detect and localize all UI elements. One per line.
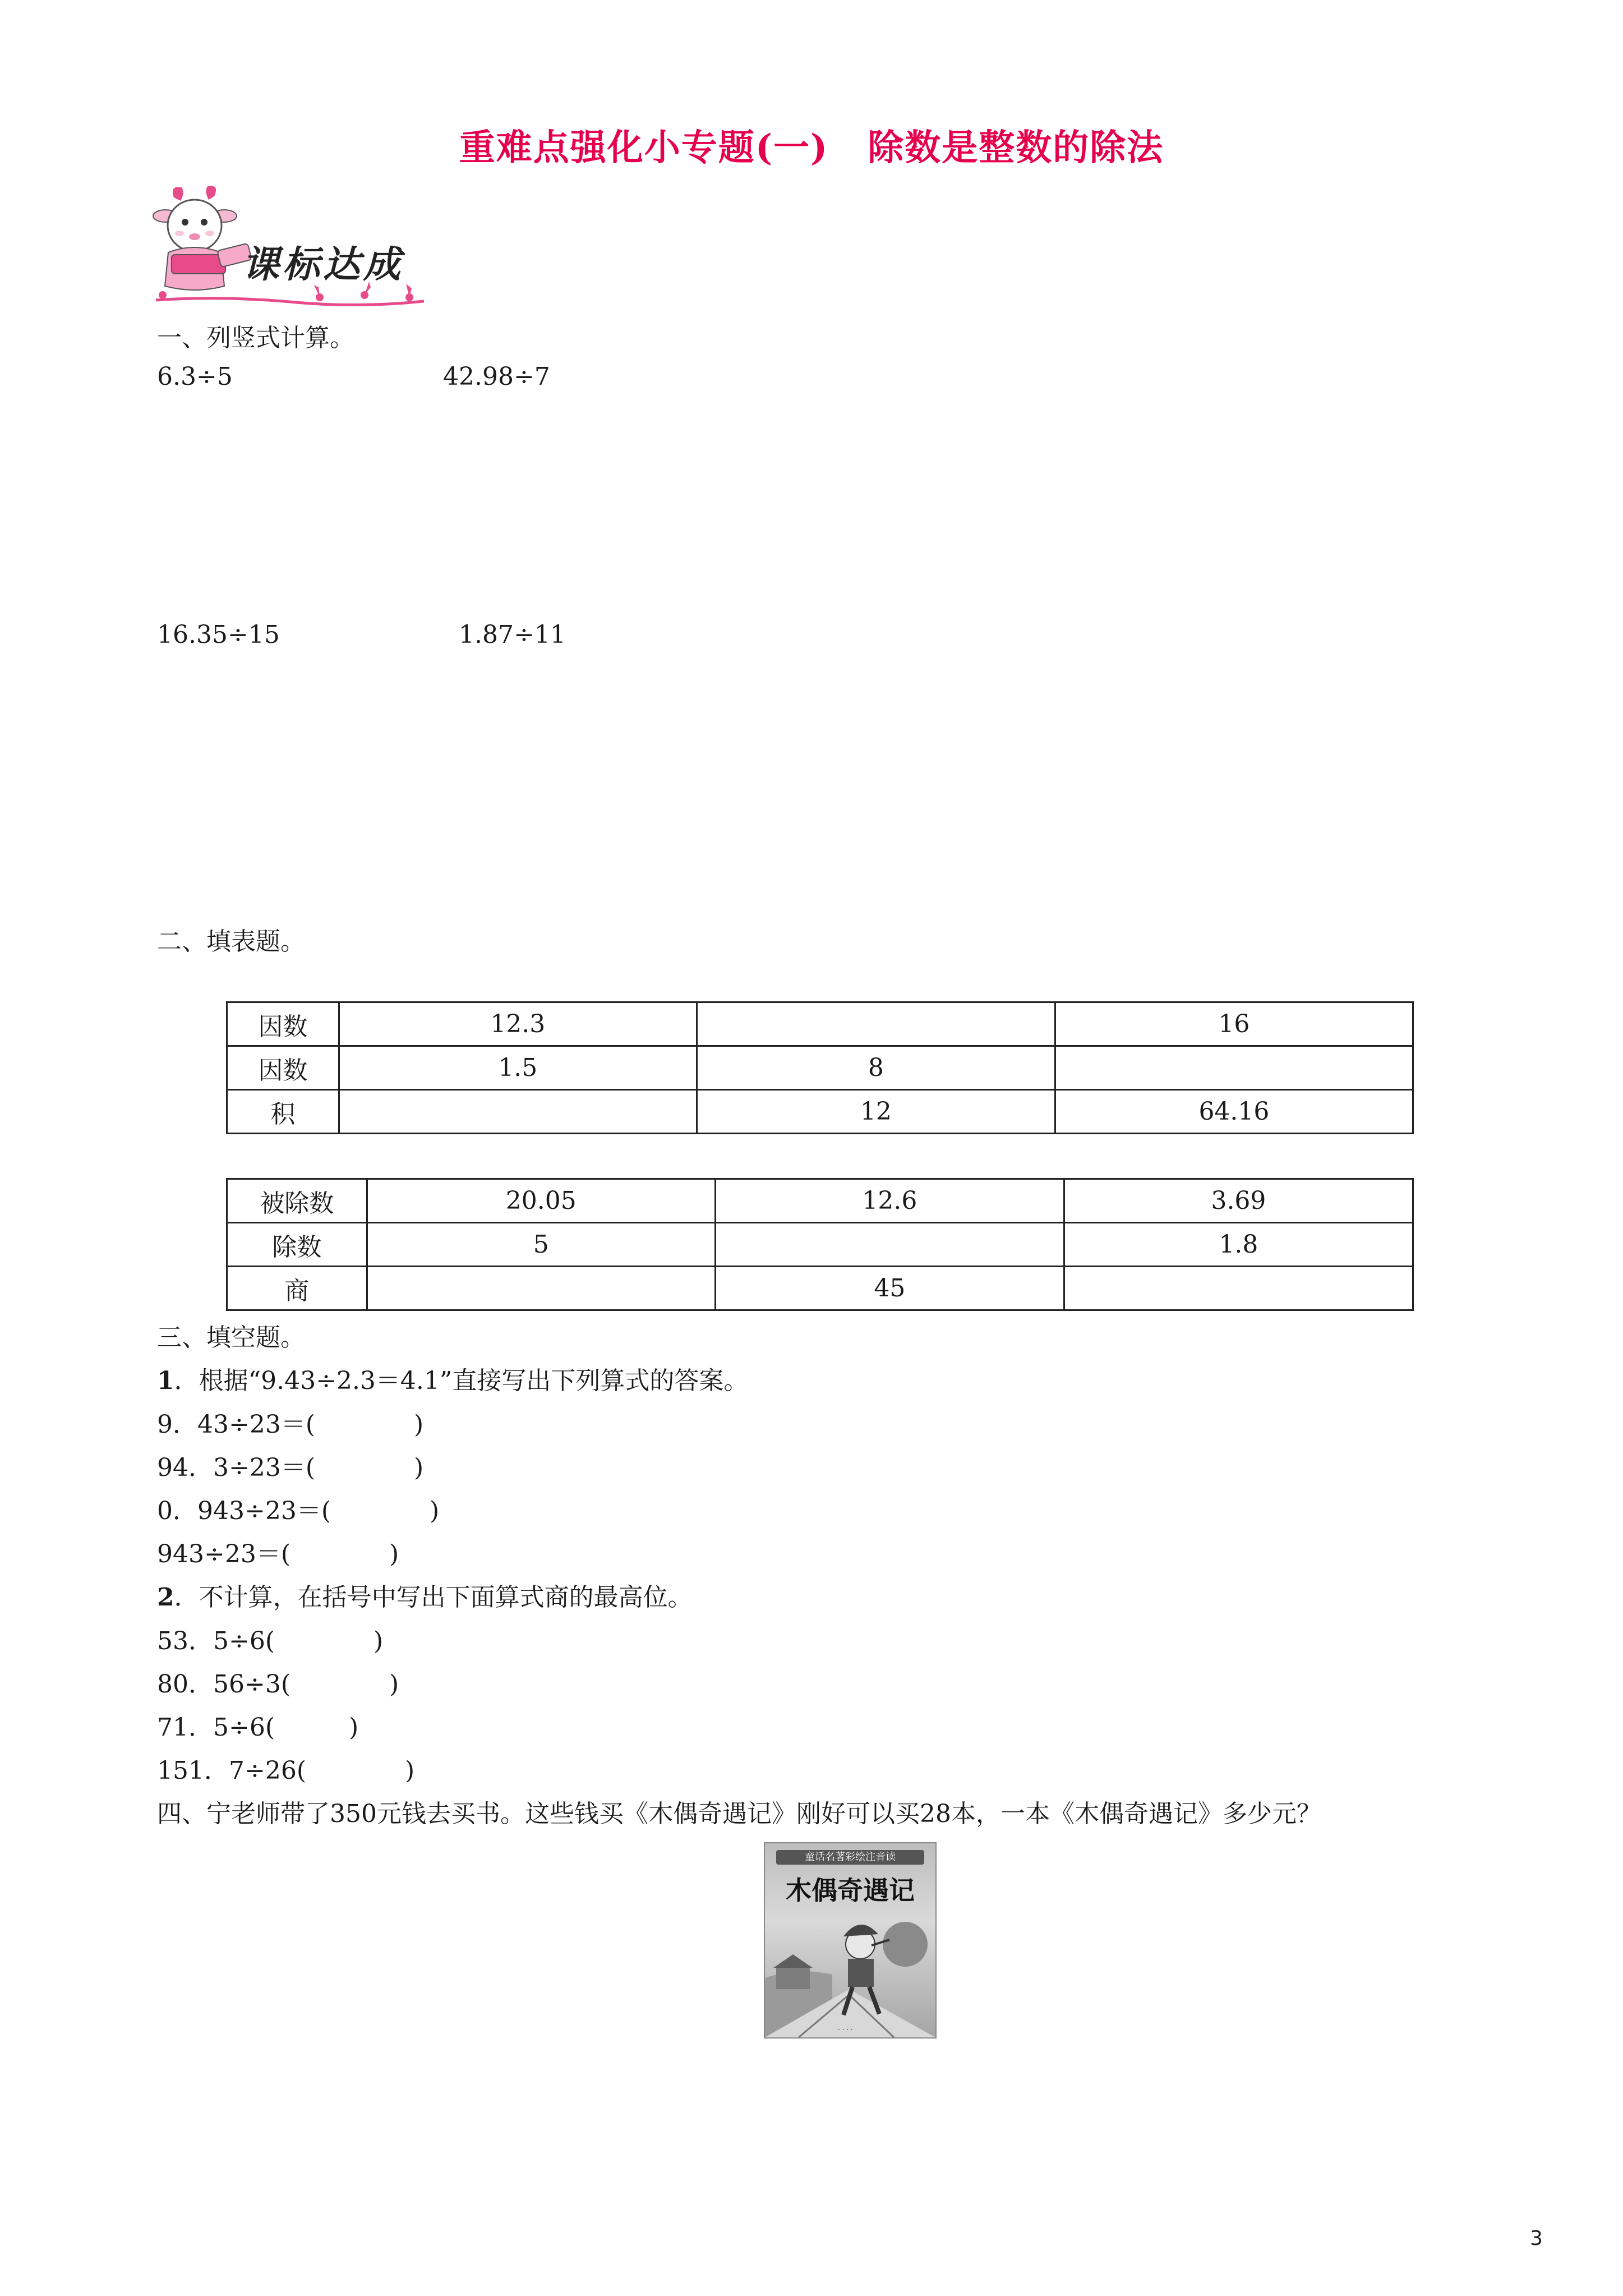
title-part-1: 重难点强化小专题(一) bbox=[459, 127, 829, 169]
table-row bbox=[227, 1223, 1413, 1267]
page-title bbox=[0, 119, 1623, 171]
section-2-heading: 二、填表题。 bbox=[157, 927, 305, 956]
fill-item-5: 53．5÷6( ) bbox=[157, 1627, 384, 1655]
row-label: 因数 bbox=[227, 1002, 339, 1046]
table-cell: 12.6 bbox=[715, 1179, 1064, 1223]
problem-1: 6.3÷5 bbox=[157, 362, 233, 391]
book-series-label: 童话名著彩绘注音读 bbox=[776, 1850, 924, 1865]
question-number: 2 bbox=[157, 1583, 174, 1612]
question-number: 1 bbox=[157, 1366, 174, 1395]
problem-2: 42.98÷7 bbox=[443, 362, 550, 391]
table-cell: 12.3 bbox=[339, 1002, 697, 1046]
table-cell bbox=[697, 1002, 1055, 1046]
fill-item-2: 94．3÷23＝( ) bbox=[157, 1453, 424, 1482]
table-row bbox=[227, 1002, 1413, 1046]
dividend-quotient-table bbox=[226, 1178, 1414, 1311]
table-cell: 1.8 bbox=[1064, 1223, 1413, 1267]
fill-item-4: 943÷23＝( ) bbox=[157, 1540, 399, 1568]
table-row bbox=[227, 1090, 1413, 1134]
section-badge-label: 课标达成 bbox=[242, 243, 404, 286]
problem-3: 16.35÷15 bbox=[157, 620, 280, 649]
table-cell bbox=[1064, 1267, 1413, 1310]
table-cell: 16 bbox=[1055, 1002, 1413, 1046]
row-label: 商 bbox=[227, 1267, 367, 1310]
svg-text:· · · ·: · · · · bbox=[838, 2026, 853, 2033]
book-cover bbox=[764, 1842, 937, 2039]
pinocchio-illustration-icon bbox=[765, 1905, 935, 2037]
table-cell bbox=[715, 1223, 1064, 1267]
fill-item-6: 80．56÷3( ) bbox=[157, 1670, 399, 1699]
page-number: 3 bbox=[1530, 2227, 1543, 2250]
row-label: 被除数 bbox=[227, 1179, 367, 1223]
table-row bbox=[227, 1267, 1413, 1310]
section-1-heading: 一、列竖式计算。 bbox=[157, 324, 354, 352]
table-cell bbox=[1055, 1046, 1413, 1090]
question-text: ．根据“9.43÷2.3＝4.1”直接写出下列算式的答案。 bbox=[174, 1366, 749, 1395]
table-cell: 20.05 bbox=[367, 1179, 715, 1223]
factor-product-table bbox=[226, 1001, 1414, 1134]
question-text: ．不计算，在括号中写出下面算式商的最高位。 bbox=[174, 1583, 693, 1612]
table-cell: 5 bbox=[367, 1223, 715, 1267]
fill-item-1: 9．43÷23＝( ) bbox=[157, 1410, 424, 1439]
table-cell: 64.16 bbox=[1055, 1090, 1413, 1134]
section-4-question: 四、宁老师带了350元钱去买书。这些钱买《木偶奇遇记》刚好可以买28本，一本《木偶奇遇记》多少元？ bbox=[157, 1800, 1321, 1828]
title-part-2: 除数是整数的除法 bbox=[868, 127, 1164, 169]
problem-4: 1.87÷11 bbox=[459, 620, 566, 649]
table-cell: 3.69 bbox=[1064, 1179, 1413, 1223]
table-cell: 45 bbox=[715, 1267, 1064, 1310]
table-row bbox=[227, 1179, 1413, 1223]
table-cell: 12 bbox=[697, 1090, 1055, 1134]
row-label: 因数 bbox=[227, 1046, 339, 1090]
row-label: 除数 bbox=[227, 1223, 367, 1267]
row-label: 积 bbox=[227, 1090, 339, 1134]
table-row bbox=[227, 1046, 1413, 1090]
question-2 bbox=[157, 1577, 693, 1613]
table-cell bbox=[367, 1267, 715, 1310]
table-cell: 8 bbox=[697, 1046, 1055, 1090]
question-1 bbox=[157, 1360, 748, 1396]
section-3-heading: 三、填空题。 bbox=[157, 1323, 305, 1352]
fill-item-7: 71．5÷6( ) bbox=[157, 1713, 359, 1742]
fill-item-8: 151．7÷26( ) bbox=[157, 1756, 415, 1785]
table-cell: 1.5 bbox=[339, 1046, 697, 1090]
book-title: 木偶奇遇记 bbox=[786, 1875, 915, 1906]
fill-item-3: 0．943÷23＝( ) bbox=[157, 1497, 440, 1525]
table-cell bbox=[339, 1090, 697, 1134]
